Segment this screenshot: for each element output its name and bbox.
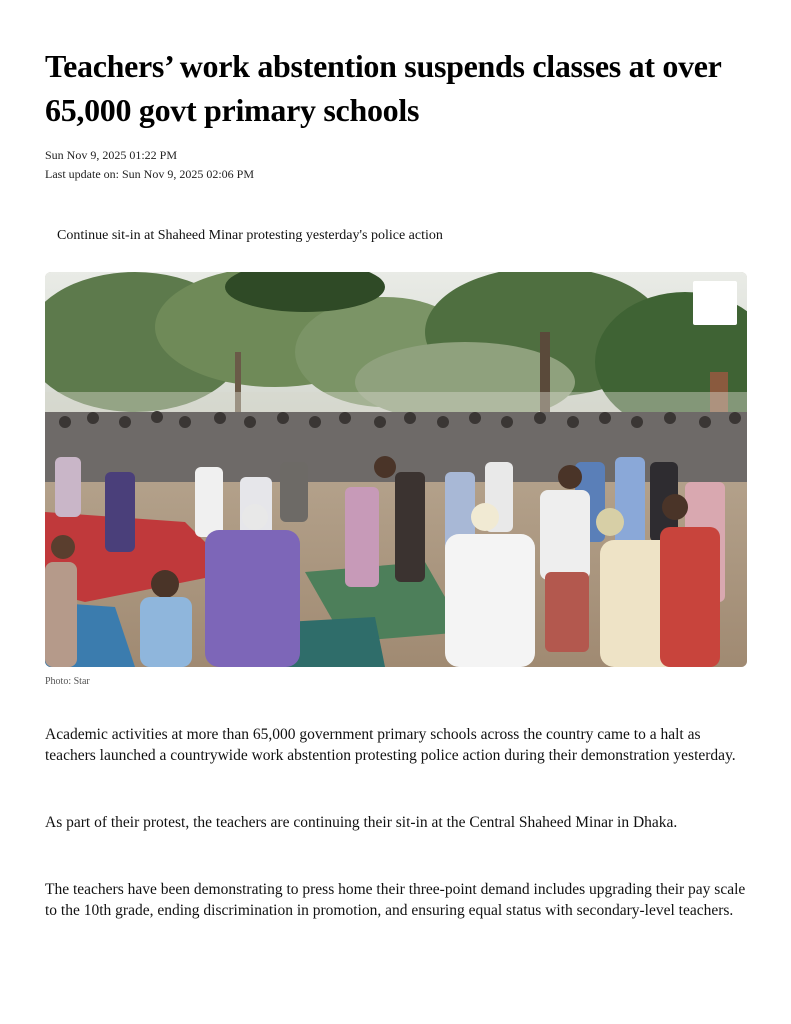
last-update-date: Last update on: Sun Nov 9, 2025 02:06 PM [45,167,254,181]
protest-photo [45,272,747,667]
image-caption: Continue sit-in at Shaheed Minar protesting yesterday's police action [57,228,443,243]
article-paragraph-1: Academic activities at more than 65,000 government primary schools across the country came to a halt as teachers launched a countrywide work abstention protesting police action during their demonstration yesterday. [45,726,736,764]
photo-credit: Photo: Star [45,676,90,687]
article-paragraph-3: The teachers have been demonstrating to press home their three-point demand includes upgrading their pay scale to the 10th grade, ending discrimination in promotion, and ensuring equal status with secondary-level teachers. [45,881,746,919]
photo-corner-badge [693,281,737,325]
article-headline: Teachers’ work abstention suspends classes at over 65,000 govt primary schools [45,48,722,128]
article-paragraph-2: As part of their protest, the teachers are continuing their sit-in at the Central Shaheed Minar in Dhaka. [45,814,678,831]
published-date: Sun Nov 9, 2025 01:22 PM [45,148,178,162]
protest-photo-illustration [45,272,747,667]
